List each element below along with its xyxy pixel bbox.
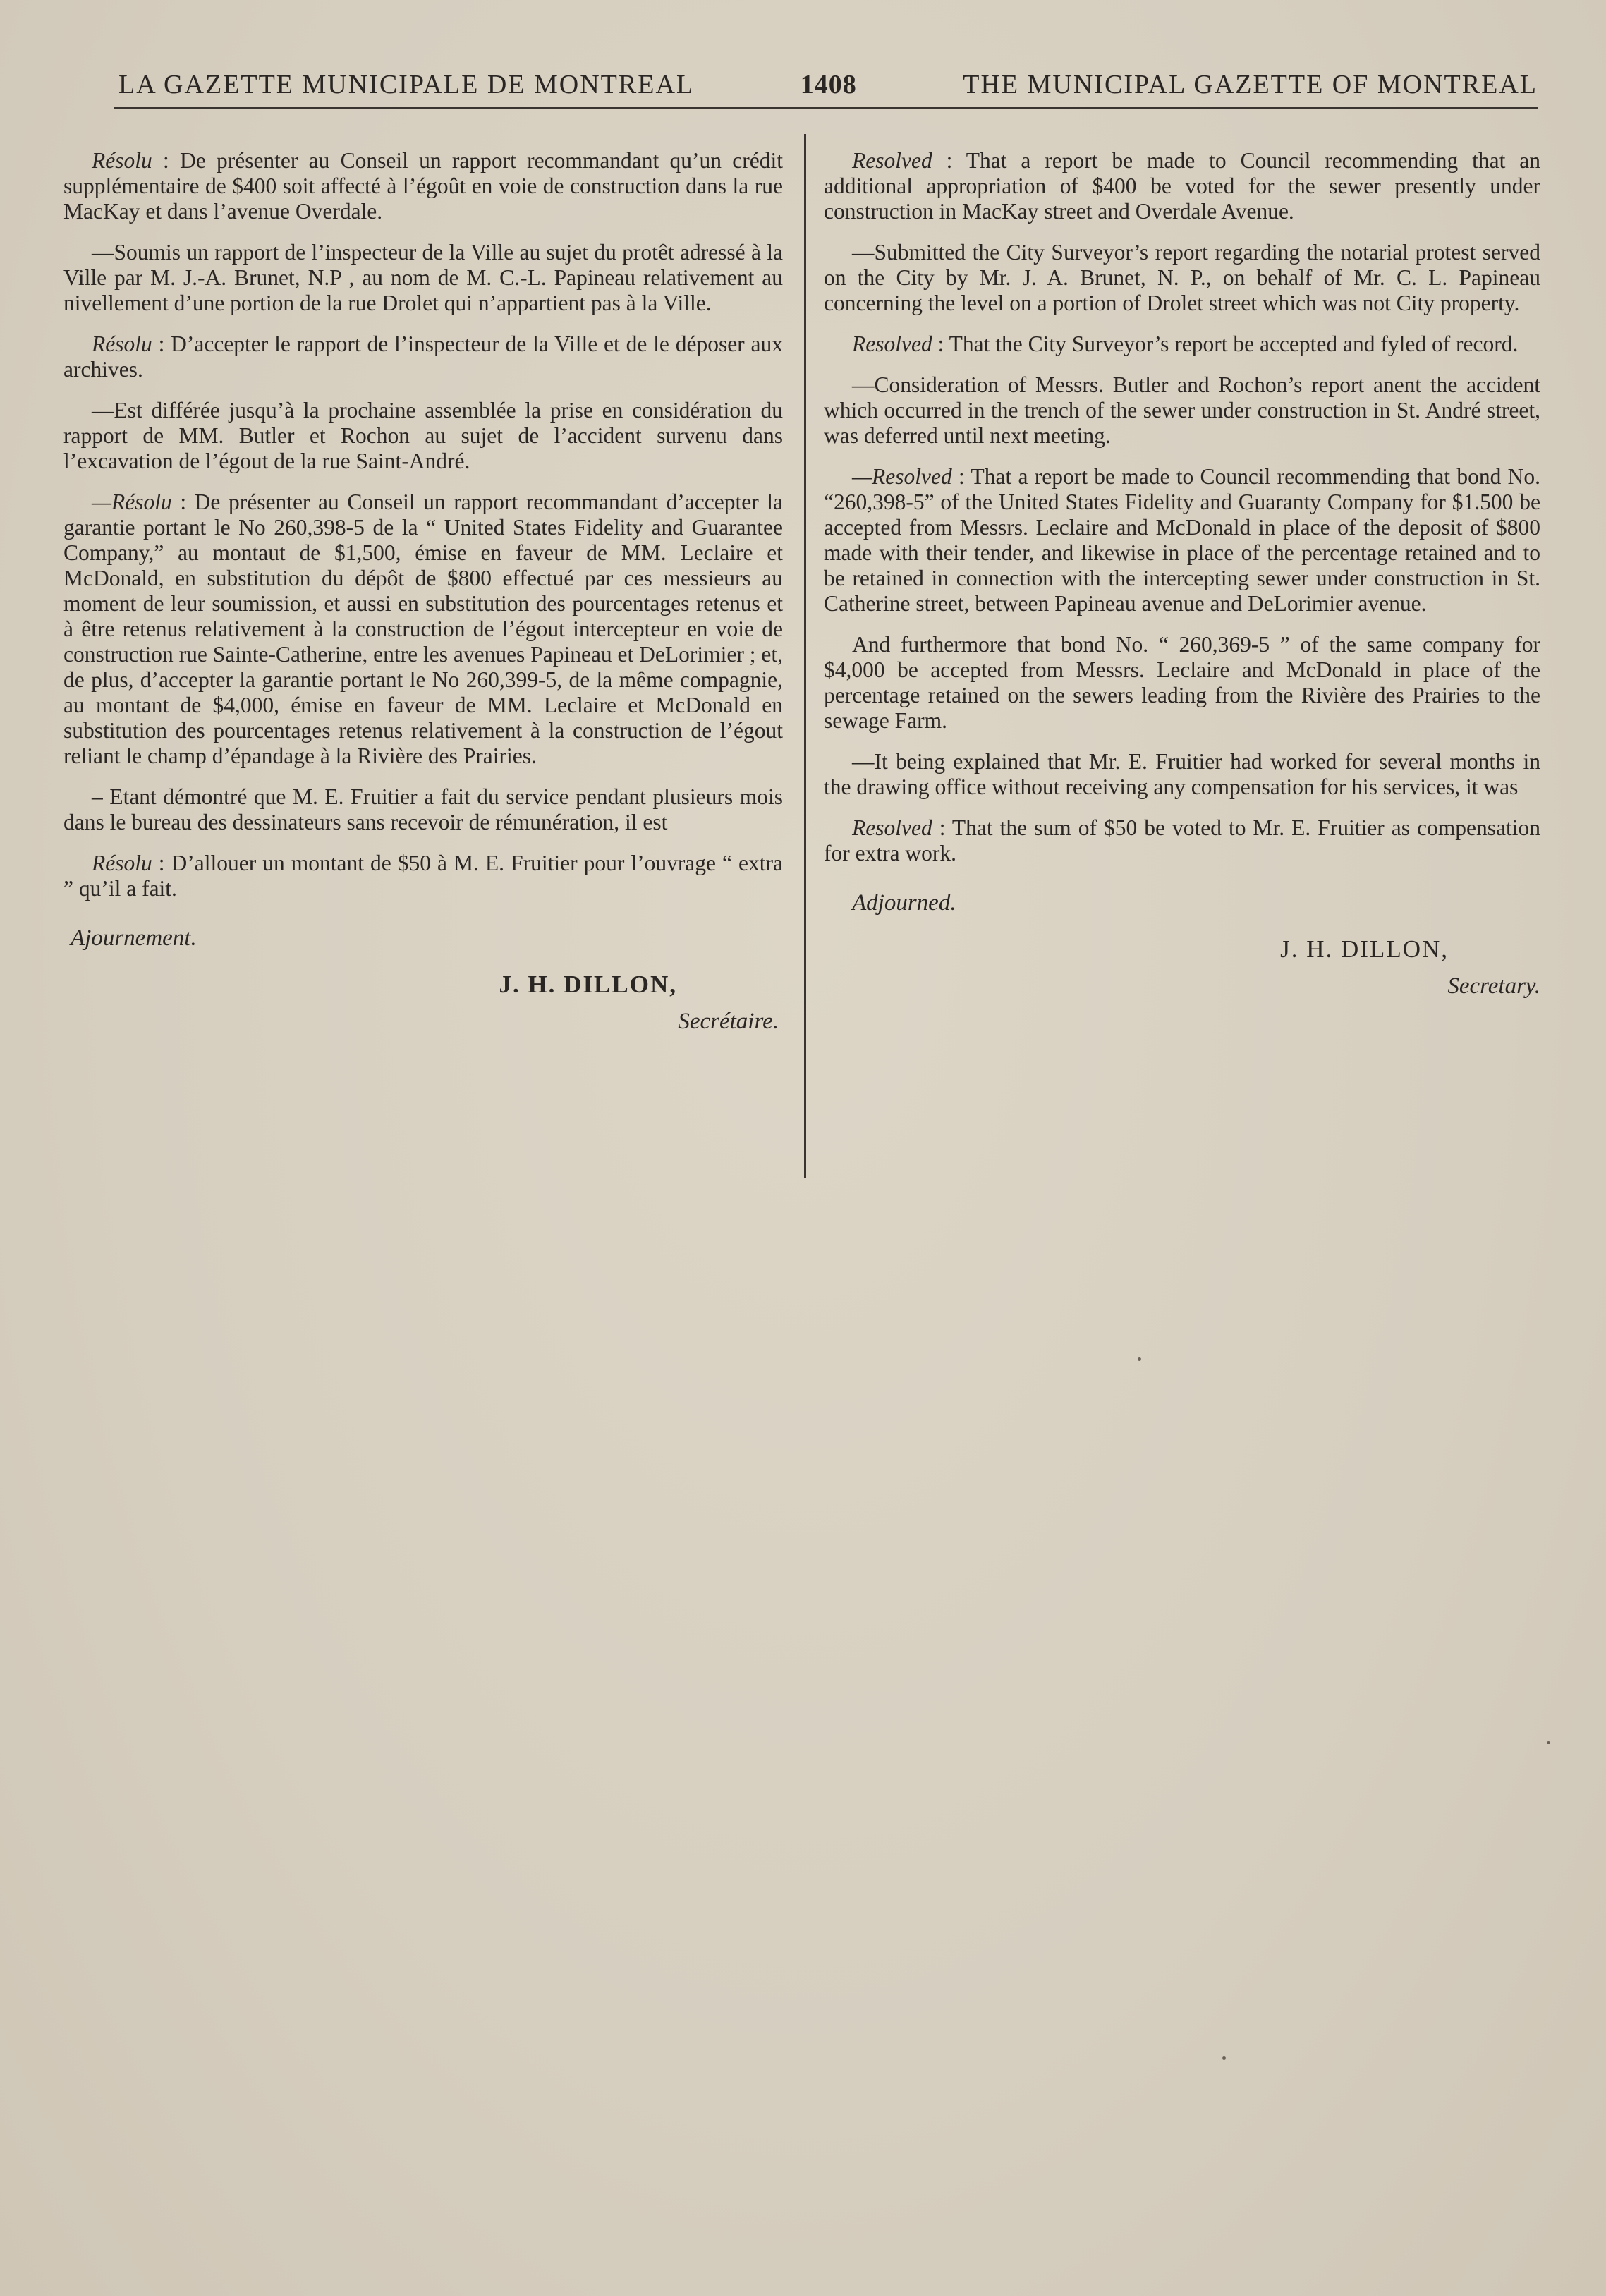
english-resolution-8 <box>824 815 1540 866</box>
french-resolution-3 <box>63 332 783 382</box>
header-title-french: LA GAZETTE MUNICIPALE DE MONTREAL <box>118 70 695 99</box>
resolution-label: —Résolu <box>92 490 172 514</box>
french-column <box>63 148 783 1034</box>
resolution-text: : That a report be made to Council recommending that bond No. “260,398-5” of the United States Fidelity and Guaranty Company for $1.500 be accepted from Messrs. Leclaire and McDonald in place of the deposit of $800 made with their tender, and likewise in place of the percentage retained and to be retained in connection with the intercepting sewer under construction in St. Catherine street, between Papineau avenue and DeLorimier avenue. <box>824 464 1540 616</box>
french-resolution-5 <box>63 490 783 769</box>
resolution-text: : That a report be made to Council recommending that an additional appropriation of $400 be voted for the sewer presently under construction in MacKay street and Overdale Avenue. <box>824 148 1540 224</box>
page-header <box>118 69 1538 111</box>
resolution-text: : That the City Surveyor’s report be accepted and fyled of record. <box>932 332 1519 356</box>
french-paragraph-4: —Est différée jusqu’à la prochaine assemblée la prise en considération du rapport de MM. Butler et Rochon au sujet de l’accident survenu dans l’excavation de l’égout de la rue Saint-André. <box>63 398 783 473</box>
resolution-text: : That the sum of $50 be voted to Mr. E. Fruitier as compensation for extra work. <box>824 815 1540 865</box>
resolution-label: Resolved <box>852 815 932 840</box>
resolution-label: Resolved <box>852 148 932 173</box>
resolution-text: : D’allouer un montant de $50 à M. E. Fruitier pour l’ouvrage “ extra ” qu’il a fait. <box>63 851 783 901</box>
english-resolution-3 <box>824 332 1540 357</box>
english-paragraph-4: —Consideration of Messrs. Butler and Rochon’s report anent the accident which occurred in the trench of the sewer under construction in St. André street, was deferred until next meeting. <box>824 372 1540 448</box>
header-rule <box>114 107 1538 109</box>
english-paragraph-7: —It being explained that Mr. E. Fruitier had worked for several months in the drawing office without receiving any compensation for his services, it was <box>824 749 1540 799</box>
paper-speck <box>1547 1741 1550 1744</box>
english-resolution-5 <box>824 464 1540 616</box>
resolution-label: Résolu <box>92 332 152 356</box>
resolution-label: Résolu <box>92 148 152 173</box>
english-signature-title: Secretary. <box>1447 973 1540 999</box>
english-paragraph-6: And furthermore that bond No. “ 260,369-5 ” of the same company for $4,000 be accepted from Messrs. Leclaire and McDonald in place of the percentage retained on the sewers leading from the Rivière des Prairies to the sewage Farm. <box>824 632 1540 733</box>
resolution-text: : De présenter au Conseil un rapport recommandant qu’un crédit supplémentaire de $400 soit affecté à l’égoût en voie de construction dans la rue MacKay et dans l’avenue Overdale. <box>63 148 783 224</box>
header-title-english: THE MUNICIPAL GAZETTE OF MONTREAL <box>963 70 1538 99</box>
french-resolution-7 <box>63 851 783 901</box>
resolution-label: —Resolved <box>852 464 952 489</box>
french-resolution-1 <box>63 148 783 224</box>
french-signature: J. H. DILLON, <box>499 971 677 998</box>
french-signature-title: Secrétaire. <box>678 1009 779 1034</box>
page-number: 1408 <box>800 70 857 99</box>
column-divider <box>804 134 806 1178</box>
english-paragraph-2: —Submitted the City Surveyor’s report regarding the notarial protest served on the City by Mr. J. A. Brunet, N. P., on behalf of Mr. C. L. Papineau concerning the level on a portion of Drolet street which was not City property. <box>824 240 1540 315</box>
resolution-label: Résolu <box>92 851 152 875</box>
english-column <box>824 148 1540 999</box>
paper-speck <box>1138 1357 1141 1361</box>
english-resolution-1 <box>824 148 1540 224</box>
french-adjournment: Ajournement. <box>71 925 197 951</box>
paper-speck <box>1222 2056 1226 2060</box>
english-adjournment: Adjourned. <box>852 890 956 916</box>
resolution-text: : De présenter au Conseil un rapport recommandant d’accepter la garantie portant le No 260,398-5 de la “ United States Fidelity and Guarantee Company,” au montaut de $1,500, émise en faveur de MM. Leclaire et McDonald, en substitution du dépôt de $800 effectué par ces messieurs au moment de leur soumission, et aussi en substitution des pourcentages retenus et à être retenus relativement à la construction de l’égout intercepteur en voie de construction rue Sainte-Catherine, entre les avenues Papineau et DeLorimier ; et, de plus, d’accepter la garantie portant le No 260,399-5, de la même compagnie, au montant de $4,000, émise en faveur de MM. Leclaire et McDonald en substitution des pourcentages retenus relativement à la construction de l’égout reliant le champ d’épandage à la Rivière des Prairies. <box>63 490 783 768</box>
english-signature: J. H. DILLON, <box>1280 935 1449 963</box>
french-paragraph-2: —Soumis un rapport de l’inspecteur de la Ville au sujet du protêt adressé à la Ville par M. J.-A. Brunet, N.P , au nom de M. C.-L. Papineau relativement au nivellement d’une portion de la rue Drolet qui n’appartient pas à la Ville. <box>63 240 783 315</box>
french-paragraph-6: – Etant démontré que M. E. Fruitier a fait du service pendant plusieurs mois dans le bureau des dessinateurs sans recevoir de rémunération, il est <box>63 784 783 834</box>
resolution-text: : D’accepter le rapport de l’inspecteur de la Ville et de le déposer aux archives. <box>63 332 783 382</box>
resolution-label: Resolved <box>852 332 932 356</box>
